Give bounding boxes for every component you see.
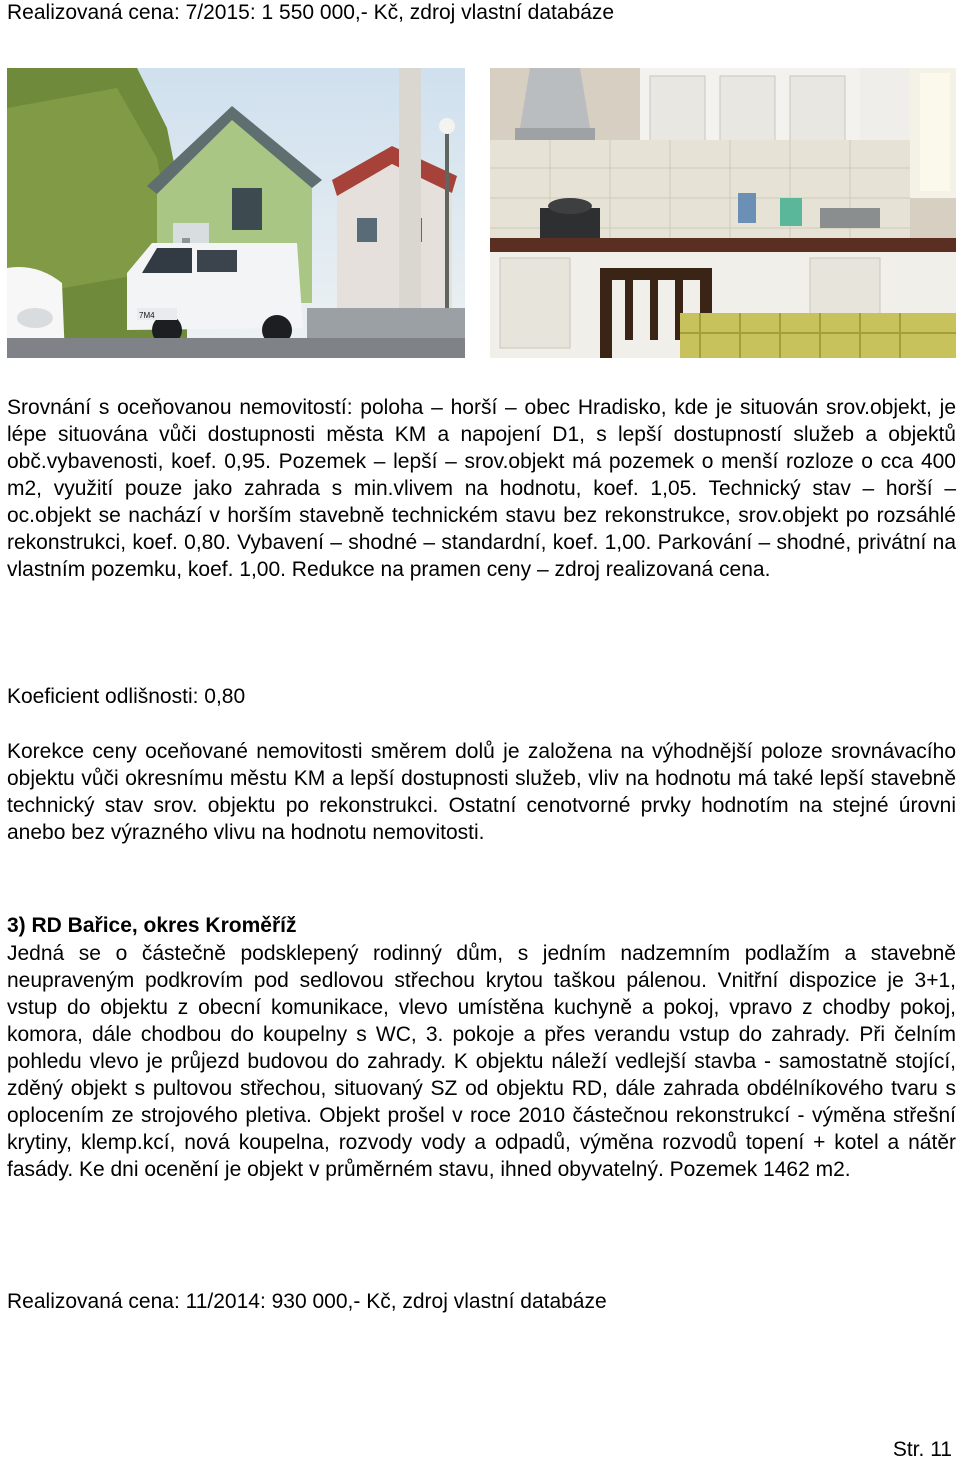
price-line-2014: Realizovaná cena: 11/2014: 930 000,- Kč, zdroj vlastní databáze (7, 1290, 607, 1313)
section-description: Jedná se o částečně podsklepený rodinný dům, s jedním nadzemním podlažím a stavebně neupraveným podkrovím pod sedlovou střechou krytou taškou pálenou. Vnitřní dispozice je 3+1, vstup do objektu z obecní komunikace, vlevo umístěna kuchyně a pokoj, vpravo z chodby pokoj, komora, dále chodbou do koupelny s WC, 3. pokoje a přes verandu vstup do zahrady. Při čelním pohledu vlevo je průjezd budovou do zahrady. K objektu náleží vedlejší stavba - samostatně stojící, zděný objekt s pultovou střechou, situovaný SZ od objektu RD, dále zahrada obdélníkového tvaru s oplocením ze strojového pletiva. Objekt prošel v roce 2010 částečnou rekonstrukcí - výměna střešní krytiny, klemp.kcí, nová koupelna, rozvody vody a odpadů, výměna rozvodů topení + kotel a nátěr fasády. Ke dni ocenění je objekt v průměrném stavu, ihned obyvatelný. Pozemek 1462 m2. (7, 942, 956, 1181)
price-line-2015: Realizovaná cena: 7/2015: 1 550 000,- Kč, zdroj vlastní databáze (7, 1, 615, 24)
kitchen-interior-photo (490, 68, 956, 358)
kitchen-interior-image (490, 68, 956, 358)
house-exterior-photo (7, 68, 465, 358)
comparison-paragraph: Srovnání s oceňovanou nemovitostí: poloha – horší – obec Hradisko, kde je situován srov.objekt, je lépe situována vůči dostupnosti města KM a napojení D1, s lepší dostupností služeb a objektů obč.vybavenosti, koef. 0,95. Pozemek – lepší – srov.objekt má pozemek o menší rozloze o cca 400 m2, využití pouze jako zahrada s min.vlivem na hodnotu, koef. 1,05. Technický stav – horší – oc.objekt se nachází v horším stavebně technickém stavu bez rekonstrukce, srov.objekt po rozsáhlé rekonstrukci, koef. 0,80. Vybavení – shodné – standardní, koef. 1,00. Parkování – shodné, privátní na vlastním pozemku, koef. 1,00. Redukce na pramen ceny – zdroj realizovaná cena. (7, 396, 956, 581)
page-number: Str. 11 (892, 1438, 952, 1461)
coefficient-paragraph: Koeficient odlišnosti: 0,80 (7, 685, 246, 708)
photo-row (7, 68, 956, 358)
van-plate-text: 7M4 (139, 311, 155, 320)
house-exterior-image (7, 68, 465, 358)
section-heading: 3) RD Bařice, okres Kroměříž (7, 914, 297, 937)
correction-paragraph: Korekce ceny oceňované nemovitosti směrem dolů je založena na výhodnější poloze srovnávacího objektu vůči okresnímu městu KM a lepší dostupnosti služeb, vliv na hodnotu má také lepší stavebně technický stav srov. objektu po rekonstrukci. Ostatní cenotvorné prvky hodnotím na stejné úrovni anebo bez výrazného vlivu na hodnotu nemovitosti. (7, 740, 956, 844)
